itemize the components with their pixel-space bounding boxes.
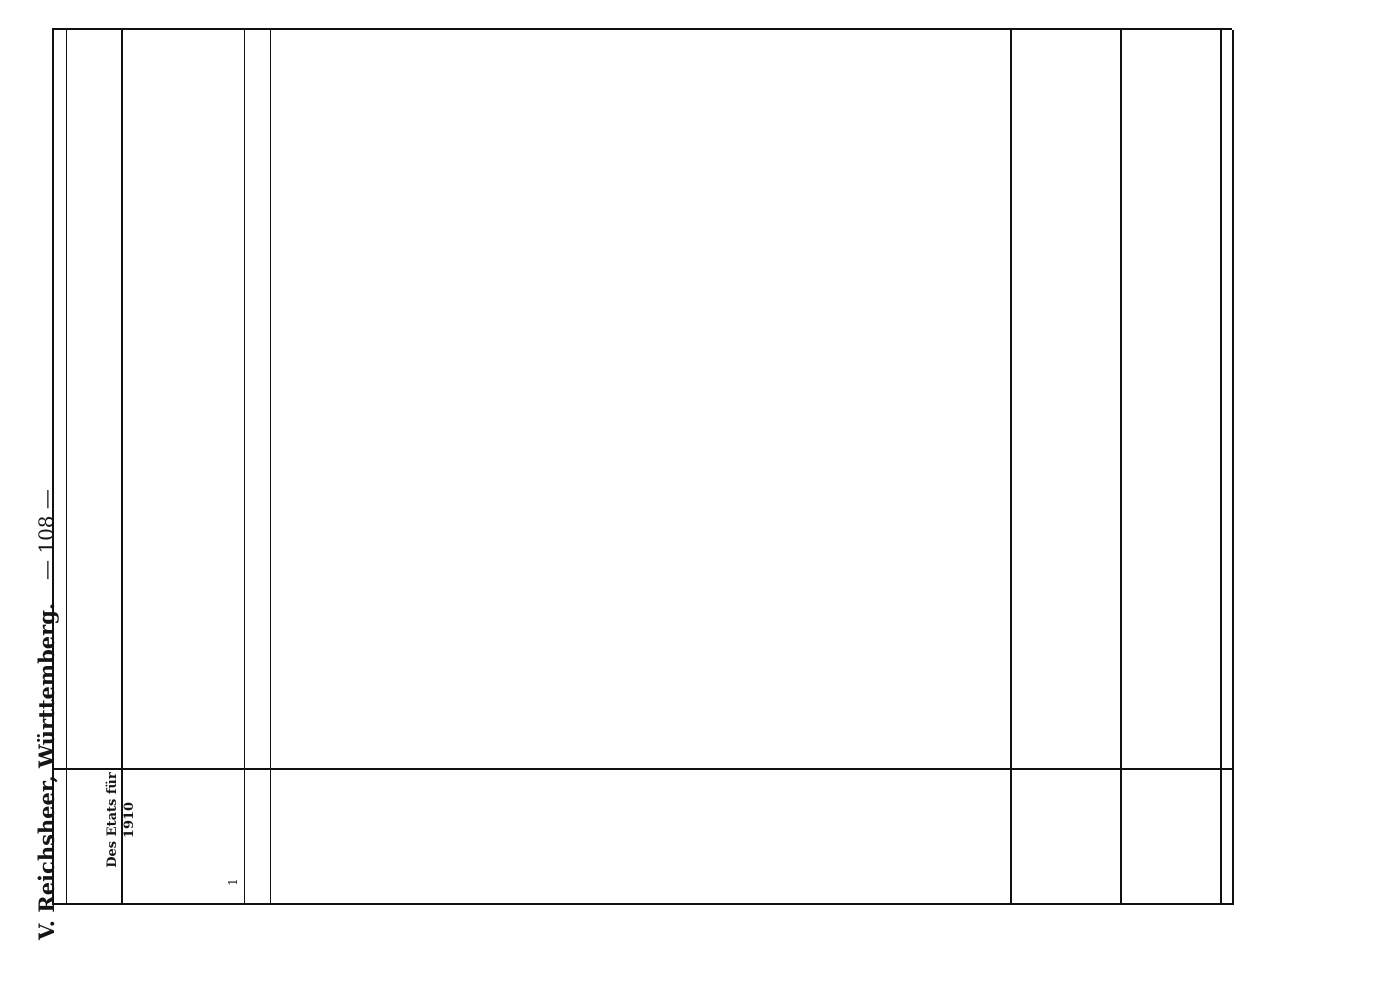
running-head-title: V. Reichsheer, Württemberg. [34,602,59,940]
column-number-rule [66,30,67,905]
col-rule-1 [244,30,245,905]
table-bottom-rule [1232,30,1234,905]
colnum-1: 1 [226,878,240,886]
col-rule-2 [270,30,271,905]
col-rule-5 [1220,30,1222,905]
col-rule-head [52,768,1232,770]
table-left-rule [52,903,1232,905]
page-number: — 108 — [34,489,58,580]
col-1-2-head: Des Etats für 1910 [105,772,137,868]
col-rule-4 [1120,30,1122,905]
table-top-rule [52,30,54,905]
table-right-rule [52,28,1232,30]
col-rule-3 [1010,30,1012,905]
